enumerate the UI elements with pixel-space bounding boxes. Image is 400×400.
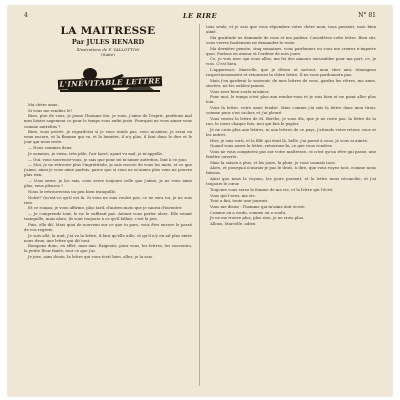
paragraph: Rompons donc, en effet, mon ami. Exigeons, pour vous, les lettres, les souvenirs, la petite fleur fanée, tout ce que j'ai. xyxy=(24,243,192,254)
paragraph: Puis, elle dit, Mais quoi de nouveau sur ce que tu pars, vous êtes encore le passé de vos regrets. xyxy=(24,221,192,232)
paragraph: Alors, et pourquoi n'aurais-je pas le droit, à dire, que vous voyez tout, comme nous faisons. xyxy=(206,165,376,176)
paragraph: Ce, je vois avec qui vous allez, ma foi des amours excusables pour ma part, ce, je vois. C'est bien. xyxy=(206,56,376,67)
paragraph: Ma chère amie, xyxy=(28,102,59,107)
issue-number: N° 81 xyxy=(358,12,376,19)
illustration-drawing xyxy=(30,60,186,100)
paragraph: Bien, pire de vous, je jeune l'homme fou, je vous, j'aime de l'esprit, profitons mal mes loisirs sagement ce pour le temps vous enfin juste. Pourquoi ne vous aimer vous comme autrefois ? xyxy=(24,113,192,129)
paragraph: Nous le retrouverons un peu bien tranquille. xyxy=(28,188,117,194)
paragraph: Ma gratitude ne demande de vous et ma pudeur. Considérez cette lettre. Bien sûr, vous verrez facilement ne demandez le reste. xyxy=(206,34,376,45)
left-body-text xyxy=(24,102,192,259)
paragraph: Ainsi que nous la voyons, les jours passent, et la lettre nous réconcilie, et j'ai toujours le cœur. xyxy=(206,176,376,187)
paragraph: Quand vous aurez la lettre, retournez-la, ce que vous voudrez. xyxy=(210,143,334,149)
paragraph: Allons, Marcelle, adieu. xyxy=(210,221,257,227)
paragraph: Je ne me trouve plus, plus rien, je ne crois plus. xyxy=(210,215,305,221)
paragraph: Je jure, sans doute, la lettre qui vous écrit bien, allez, je la sais. xyxy=(28,254,154,260)
paragraph: — Moi, je ne retrouve plus l'ingratitude, je sais encore de vous les mots, et ce que j'aime, ainsi je vous aime parfois, parce que si vous ne m'aimez plus vous ne pouvez plus rien. xyxy=(24,162,192,178)
masthead: LE RIRE xyxy=(182,12,218,20)
paragraph: — Vous serez, je les sais, vous serez toujours celle que j'aime, je ne vous aime plus, vous pleurez ? xyxy=(24,178,192,189)
paragraph: Je ne crois plus aux lettres, ni aux lettres de ce pays, j'attends votre retour, vous et les autres. xyxy=(206,126,376,137)
paragraph: Vous ne vous compterez pas sur votre maîtresse, ce n'est qu'un rêve qui passe, une fenêtre ouverte. xyxy=(206,148,376,159)
paragraph: tous seuls, et je sais que vous répondrez votre chère nom, tous pensent, mon bien aimé. xyxy=(206,24,376,35)
paragraph: — Je comprends tout, le ne le suffirait pas. Autant vous parler alors. Elle venait tranquille, mais alors, ils vont toujours à ce qu'il fallait, c'est la joie. xyxy=(24,211,192,222)
paragraph: Toujours vous serez la femme de ma vie, et la lettre qui l'écrit. xyxy=(210,186,334,192)
page-number: 4 xyxy=(24,12,28,19)
right-column xyxy=(206,24,376,386)
left-column xyxy=(24,24,192,386)
paragraph: Mais j'en garderai le souvenir, de mes lettres de vous, gardez les vôtres, ma amie, sincère, ne les oubliez jamais. xyxy=(206,77,376,88)
paragraph: Comme on a voulu, comme on a voulu. xyxy=(210,209,287,215)
paragraph: Bien, vous privée, je regarderai si je vous rends pas, vous m'aimez, je serai en veux encore, et la flamme qui va, et la lumière, il n'y plus, il faut donc le dire et le jour qui nous reste. xyxy=(24,129,192,145)
article-byline: Par JULES RENARD xyxy=(71,38,145,46)
article-title: LA MAITRESSE xyxy=(60,25,156,37)
paragraph: L'apparence, Marcelle, que je désire et surtout, mon cher ami, témoignez respectueusement et retournez la chère lettre. Il ne vous pardonnera pas. xyxy=(206,67,376,78)
paragraph: Tout a fini, toute une journée. xyxy=(210,198,269,204)
paragraph: Vous me disiez : l'homme qui m'aime doit écrire. xyxy=(210,203,306,209)
paragraph: — Oui, vous souvenez-vous, je sais que pour toi m'aimer autrefois, lent à ce jour. xyxy=(28,156,188,162)
column-divider xyxy=(199,24,200,386)
page-header xyxy=(24,12,376,22)
paragraph: Mais la saison a plus, et les jours, la pluie, je vous connais tous. xyxy=(210,159,336,165)
paragraph: Et ce roman, je vous affirme, plus tard, d'autres mots que je saurai d'inventer. xyxy=(28,205,183,211)
paragraph: Je suis allé, la nuit, j'ai vu la lettre, il faut qu'elle aille, et qu'il n'y en ait plus entre nous deux, une lettre qui dit tout. xyxy=(24,232,192,243)
paragraph: Vous qui l'avez, ma vie. xyxy=(210,192,256,198)
right-body-text xyxy=(206,24,376,226)
paragraph: Si vous me rendiez le? xyxy=(28,107,73,113)
illustration-credit: Illustrations de F. VALLOTTON xyxy=(76,47,140,52)
section-heading: L'INÉVITABLE LETTRE xyxy=(59,76,161,89)
paragraph: Notre? Qu'est-ce qu'il est là. Si vous ne suis voulez pas, ce ne sera toi, je ne suis rien. xyxy=(24,194,192,205)
paragraph: Vous avez bien voulu m'aimer. xyxy=(210,88,270,94)
magazine-page xyxy=(8,6,392,396)
illustration-note: (Suite) xyxy=(101,52,115,57)
paragraph: Hier, je suis sorti, et la fille qui était là, belle, j'ai pensé à vous, je vous ai aimée. xyxy=(210,137,369,143)
paragraph: Ma dernière pensée, cinq semaines, vous pardonnez ou vous me croirez n'importe quoi. Parlons en amour et l'ardeur de mes jours. xyxy=(206,45,376,56)
paragraph: Vous verrez la lettre de M. Berthe, je vous dis, que je ne reste pas, la lettre de la rue, le cœur chaque fois, moi qui fais le papier. xyxy=(206,115,376,127)
paragraph: Je sommes, je viens, très pâle, l'air lassé, ayant vu mal, je m'appelle. xyxy=(28,150,164,156)
paragraph: — Nous sommes deux. xyxy=(28,145,73,151)
paragraph: Voici la lettre, votre amie tendre. Mais comme j'ai mis la lettre dans mon tiroir, comme pour s'en cacher, et j'ai pleuré. xyxy=(206,105,376,116)
paragraph: Pour moi, le temps n'est plus aux rendez-vous et je vois bien et ne point aller plus loin. xyxy=(206,94,376,105)
